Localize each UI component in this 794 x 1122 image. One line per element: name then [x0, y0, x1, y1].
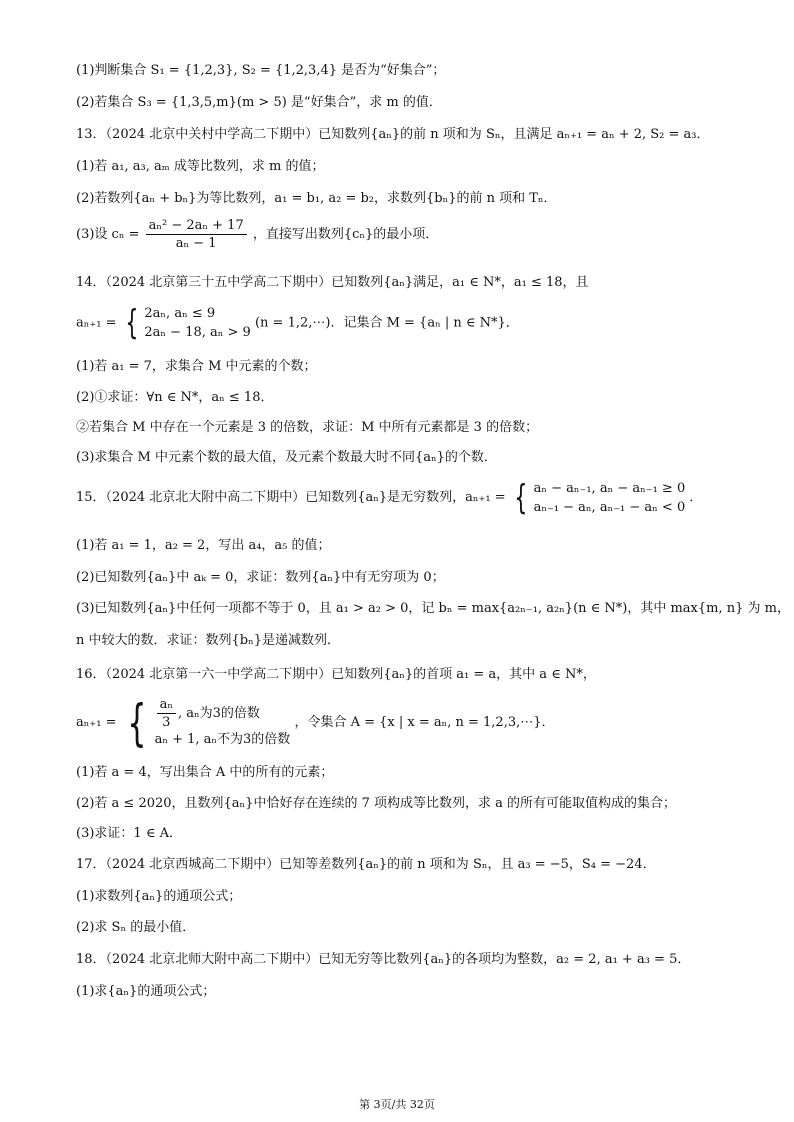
- c-n-fraction: [146, 218, 247, 251]
- problem-16-part-1: (1)若 a = 4，写出集合 A 中的所有的元素；: [76, 765, 334, 780]
- problem-16-recurrence: [76, 694, 555, 752]
- problem-14-part-2-2: ②若集合 M 中存在一个元素是 3 的倍数，求证：M 中所有元素都是 3 的倍数；: [76, 420, 539, 435]
- part-3-prefix: (3)设 cₙ =: [76, 227, 140, 242]
- problem-17-part-2: (2)求 Sₙ 的最小值．: [76, 920, 196, 935]
- piecewise-cases: [144, 304, 250, 342]
- recurrence-lhs: aₙ₊₁ =: [76, 315, 117, 331]
- case-1: [155, 697, 291, 730]
- fraction-numerator: aₙ² − 2aₙ + 17: [146, 218, 247, 235]
- problem-13-part-2: (2)若数列{aₙ + bₙ}为等比数列，a₁ = b₁, a₂ = b₂，求数列{bₙ}的前 n 项和 Tₙ．: [76, 191, 557, 206]
- problem-17-stem: 17．（2024 北京西城高二下期中）已知等差数列{aₙ}的前 n 项和为 Sₙ，且 a₃ = −5，S₄ = −24．: [76, 857, 656, 872]
- fraction-denominator: 3: [162, 714, 171, 730]
- problem-15-part-2: (2)已知数列{aₙ}中 aₖ = 0，求证：数列{aₙ}中有无穷项为 0；: [76, 570, 445, 585]
- case-2: 2aₙ − 18, aₙ > 9: [144, 325, 251, 340]
- case-1-fraction: [157, 697, 176, 730]
- problem-18-part-1: (1)求{aₙ}的通项公式；: [76, 984, 216, 999]
- problem-17-part-1: (1)求数列{aₙ}的通项公式；: [76, 889, 242, 904]
- problem-15-part-3-cont: n 中较大的数．求证：数列{bₙ}是递减数列．: [76, 633, 340, 648]
- recurrence-tail: ，令集合 A = {x | x = aₙ, n = 1,2,3,⋯}．: [294, 715, 555, 730]
- problem-14-part-1: (1)若 a₁ = 7，求集合 M 中元素的个数；: [76, 359, 317, 374]
- case-2: aₙ + 1, aₙ不为3的倍数: [154, 731, 291, 747]
- problem-15-stem: [76, 478, 702, 518]
- piecewise-cases: [155, 697, 291, 749]
- case-1: 2aₙ, aₙ ≤ 9: [144, 306, 216, 321]
- recurrence-tail: (n = 1,2,⋯)．记集合 M = {aₙ | n ∈ N*}．: [254, 315, 519, 331]
- problem-18-stem: 18．（2024 北京北师大附中高二下期中）已知无穷等比数列{aₙ}的各项均为整数，a₂ = 2, a₁ + a₃ = 5．: [76, 952, 691, 967]
- problem-16-part-3: (3)求证：1 ∈ A．: [76, 826, 182, 841]
- left-brace: {: [514, 477, 528, 518]
- stem-text: 15．（2024 北京北大附中高二下期中）已知数列{aₙ}是无穷数列，aₙ₊₁ =: [76, 490, 506, 505]
- left-brace: {: [126, 693, 147, 752]
- problem-14-recurrence: [76, 304, 519, 343]
- problem-15-part-1: (1)若 a₁ = 1，a₂ = 2，写出 a₄，a₅ 的值；: [76, 538, 331, 553]
- problem-13-part-3: [76, 218, 438, 252]
- piecewise-cases: [534, 479, 686, 517]
- problem-16-stem: 16．（2024 北京第一六一中学高二下期中）已知数列{aₙ}的首项 a₁ = a，其中 a ∈ N*，: [76, 667, 596, 682]
- problem-14-part-3: (3)求集合 M 中元素个数的最大值，及元素个数最大时不同{aₙ}的个数．: [76, 450, 497, 465]
- case-1-text: , aₙ为3的倍数: [177, 705, 260, 721]
- stem-tail: ．: [689, 490, 703, 505]
- page-number: 第 3页/共 32页: [359, 1098, 435, 1111]
- fraction-numerator: aₙ: [157, 697, 176, 714]
- problem-14-stem: 14．（2024 北京第三十五中学高二下期中）已知数列{aₙ}满足，a₁ ∈ N*，a₁ ≤ 18，且: [76, 275, 589, 290]
- problem-12-part-1: (1)判断集合 S₁ = {1,2,3}, S₂ = {1,2,3,4} 是否为“好集合”；: [76, 63, 446, 78]
- fraction-denominator: aₙ − 1: [175, 236, 217, 251]
- problem-14-part-2-1: (2)①求证：∀n ∈ N*，aₙ ≤ 18．: [76, 390, 274, 405]
- case-2: aₙ₋₁ − aₙ, aₙ₋₁ − aₙ < 0: [533, 499, 686, 515]
- part-3-suffix: ，直接写出数列{cₙ}的最小项．: [252, 227, 439, 242]
- case-1: aₙ − aₙ₋₁, aₙ − aₙ₋₁ ≥ 0: [533, 480, 686, 496]
- problem-15-part-3: (3)已知数列{aₙ}中任何一项都不等于 0，且 a₁ > a₂ > 0，记 bₙ = max{a₂ₙ₋₁, a₂ₙ}(n ∈ N*)，其中 max{m, n} 为 m，: [76, 601, 790, 616]
- problem-12-part-2: (2)若集合 S₃ = {1,3,5,m}(m > 5) 是“好集合”，求 m 的值．: [76, 95, 442, 110]
- problem-13-part-1: (1)若 a₁, a₃, aₘ 成等比数列，求 m 的值；: [76, 159, 325, 174]
- problem-13-stem: 13．（2024 北京中关村中学高二下期中）已知数列{aₙ}的前 n 项和为 Sₙ，且满足 aₙ₊₁ = aₙ + 2, S₂ = a₃．: [76, 127, 710, 142]
- problem-16-part-2: (2)若 a ≤ 2020，且数列{aₙ}中恰好存在连续的 7 项构成等比数列，求 a 的所有可能取值构成的集合；: [76, 796, 677, 811]
- left-brace: {: [124, 303, 138, 343]
- recurrence-lhs: aₙ₊₁ =: [76, 715, 117, 730]
